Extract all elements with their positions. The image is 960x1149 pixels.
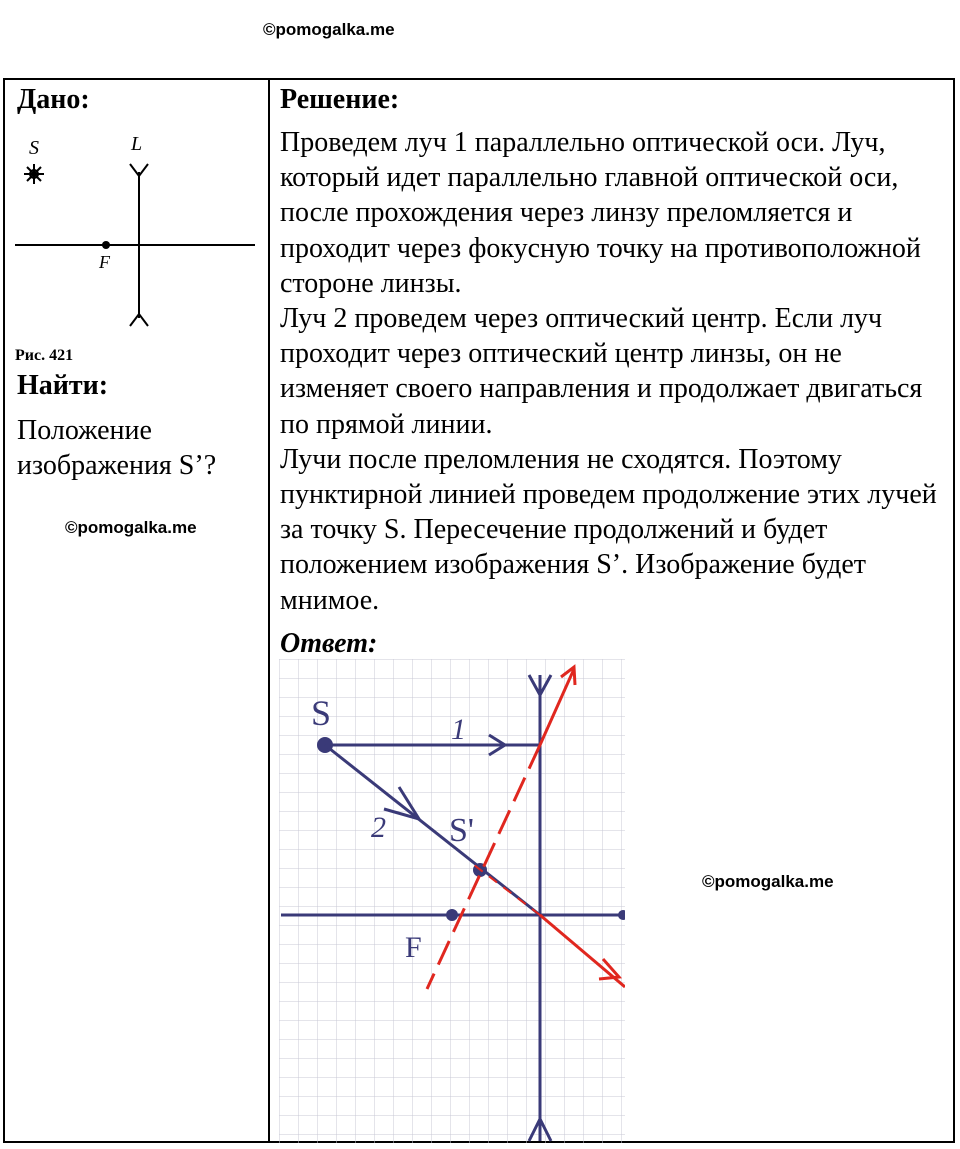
answer-drawing — [279, 659, 625, 1143]
watermark-top: ©pomogalka.me — [263, 20, 395, 39]
solution-table — [3, 78, 955, 1143]
solution-paragraph: Лучи после преломления не сходятся. Поэтому пунктирной линией проведем продолжение этих лучей за точку S. Пересечение продолжений и будет положением изображения S’. Изображение будет мнимое. — [280, 443, 937, 616]
ray-2-label: 2 — [371, 811, 386, 844]
focus-point — [446, 909, 458, 921]
find-text: Положение изображения S’? — [17, 415, 217, 481]
given-header: Дано: — [17, 84, 90, 115]
lens-label: L — [131, 133, 143, 155]
image-label: S' — [449, 812, 475, 849]
focus-point — [102, 241, 110, 249]
find-header: Найти: — [17, 370, 109, 401]
column-divider — [268, 80, 270, 1141]
given-figure — [13, 128, 263, 368]
solution-header: Решение: — [280, 84, 400, 115]
solution-text — [280, 125, 950, 618]
source-star-icon — [24, 164, 44, 184]
focus-label: F — [99, 252, 110, 272]
ray-1-label: 1 — [451, 713, 466, 746]
focus-label: F — [405, 931, 422, 964]
solution-paragraph: Луч 2 проведем через оптический центр. Если луч проходит через оптический центр линзы, он не изменяет своего направления и продолжает двигаться по прямой линии. — [280, 303, 923, 440]
source-label: S — [29, 137, 39, 159]
answer-header: Ответ: — [280, 628, 378, 659]
solution-paragraph: Проведем луч 1 параллельно оптической оси. Луч, который идет параллельно главной оптической оси, после прохождения через линзу преломляется и проходит через фокусную точку на противоположной стороне линзы. — [280, 127, 921, 299]
source-label: S — [311, 693, 332, 733]
watermark-right: ©pomogalka.me — [702, 872, 834, 891]
figure-caption: Рис. 421 — [15, 347, 74, 364]
watermark-left: ©pomogalka.me — [65, 518, 197, 537]
